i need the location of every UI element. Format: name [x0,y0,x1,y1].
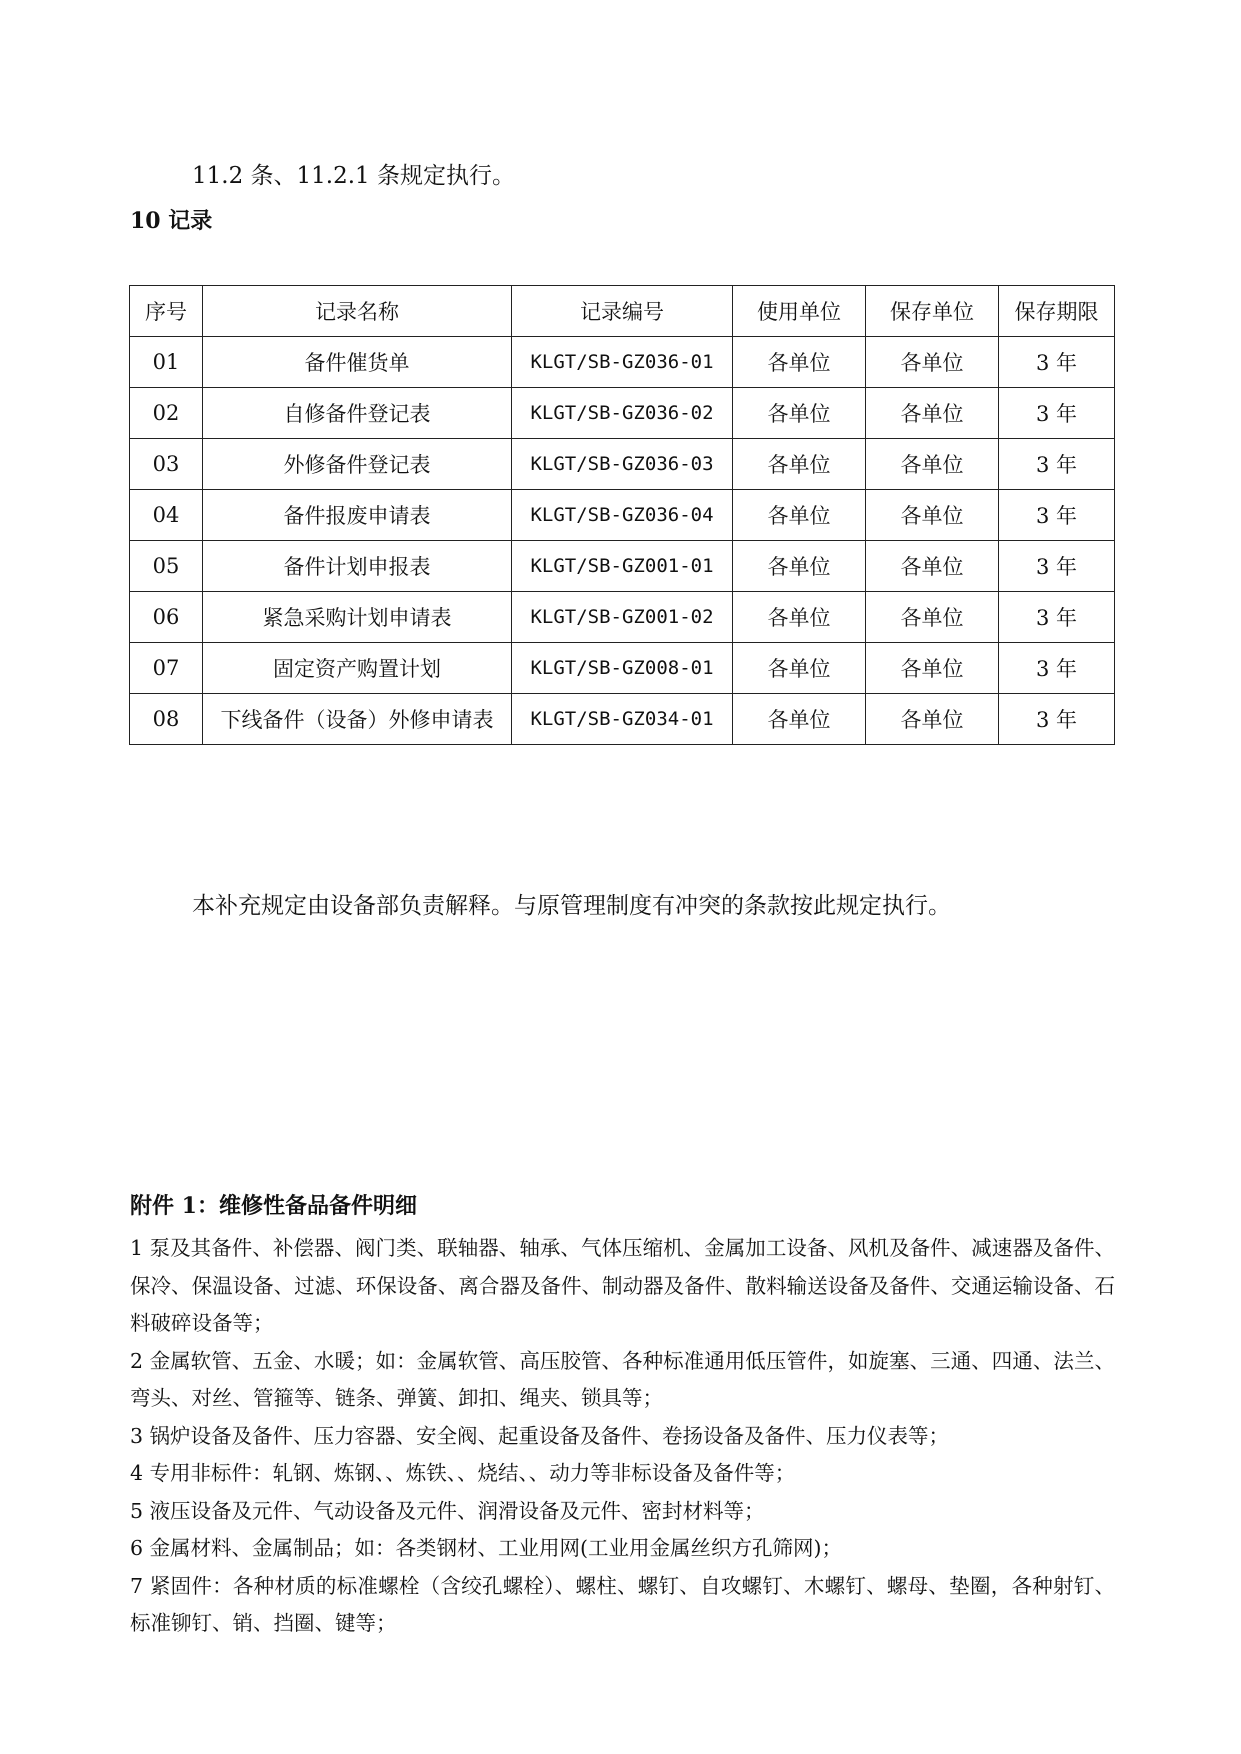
cell-index: 01 [130,337,203,388]
table-row [130,541,1115,592]
section-heading-records: 10 记录 [130,208,213,234]
list-item: 7 紧固件：各种材质的标准螺栓（含绞孔螺栓）、螺柱、螺钉、自攻螺钉、木螺钉、螺母、垫圈，各种射钉、标准铆钉、销、挡圈、键等； [130,1573,1115,1635]
header-record-code: 记录编号 [512,286,733,337]
header-retention-period: 保存期限 [999,286,1115,337]
cell-record-name: 固定资产购置计划 [203,643,512,694]
cell-user-unit: 各单位 [733,643,866,694]
cell-user-unit: 各单位 [733,541,866,592]
appendix-title: 附件 1：维修性备品备件明细 [130,1193,417,1219]
cell-retention-period: 3 年 [999,439,1115,490]
cell-record-name: 备件报废申请表 [203,490,512,541]
cell-storage-unit: 各单位 [866,643,999,694]
cell-user-unit: 各单位 [733,694,866,745]
table-row [130,439,1115,490]
cell-record-name: 外修备件登记表 [203,439,512,490]
cell-storage-unit: 各单位 [866,541,999,592]
records-table [129,285,1115,745]
list-item: 6 金属材料、金属制品；如：各类钢材、工业用网(工业用金属丝织方孔筛网)； [130,1536,843,1560]
cell-record-name: 紧急采购计划申请表 [203,592,512,643]
intro-text: 11.2 条、11.2.1 条规定执行。 [192,163,515,189]
cell-index: 06 [130,592,203,643]
cell-user-unit: 各单位 [733,592,866,643]
list-item: 1 泵及其备件、补偿器、阀门类、联轴器、轴承、气体压缩机、金属加工设备、风机及备件、减速器及备件、保冷、保温设备、过滤、环保设备、离合器及备件、制动器及备件、散料输送设备及备件、交通运输设备、石料破碎设备等； [130,1236,1115,1335]
cell-storage-unit: 各单位 [866,490,999,541]
list-item: 2 金属软管、五金、水暖；如：金属软管、高压胶管、各种标准通用低压管件，如旋塞、三通、四通、法兰、弯头、对丝、管箍等、链条、弹簧、卸扣、绳夹、锁具等； [130,1348,1115,1410]
header-user-unit: 使用单位 [733,286,866,337]
cell-user-unit: 各单位 [733,439,866,490]
header-index: 序号 [130,286,203,337]
cell-record-name: 备件计划申报表 [203,541,512,592]
cell-retention-period: 3 年 [999,592,1115,643]
cell-record-name: 下线备件（设备）外修申请表 [203,694,512,745]
cell-record-code: KLGT/SB-GZ036-02 [512,388,733,439]
cell-record-name: 备件催货单 [203,337,512,388]
table-header-row [130,286,1115,337]
cell-storage-unit: 各单位 [866,337,999,388]
cell-record-name: 自修备件登记表 [203,388,512,439]
cell-user-unit: 各单位 [733,490,866,541]
list-item: 3 锅炉设备及备件、压力容器、安全阀、起重设备及备件、卷扬设备及备件、压力仪表等； [130,1423,950,1448]
cell-retention-period: 3 年 [999,694,1115,745]
header-record-name: 记录名称 [203,286,512,337]
cell-storage-unit: 各单位 [866,439,999,490]
cell-index: 02 [130,388,203,439]
cell-retention-period: 3 年 [999,490,1115,541]
cell-index: 05 [130,541,203,592]
cell-index: 08 [130,694,203,745]
cell-retention-period: 3 年 [999,541,1115,592]
cell-storage-unit: 各单位 [866,694,999,745]
cell-retention-period: 3 年 [999,643,1115,694]
closing-statement: 本补充规定由设备部负责解释。与原管理制度有冲突的条款按此规定执行。 [192,893,951,919]
cell-user-unit: 各单位 [733,388,866,439]
cell-record-code: KLGT/SB-GZ036-03 [512,439,733,490]
cell-storage-unit: 各单位 [866,388,999,439]
cell-record-code: KLGT/SB-GZ036-04 [512,490,733,541]
cell-record-code: KLGT/SB-GZ036-01 [512,337,733,388]
cell-retention-period: 3 年 [999,388,1115,439]
list-item: 4 专用非标件：轧钢、炼钢、、炼铁、、烧结、、动力等非标设备及备件等； [130,1461,796,1485]
table-row [130,643,1115,694]
table-row [130,490,1115,541]
cell-record-code: KLGT/SB-GZ034-01 [512,694,733,745]
cell-record-code: KLGT/SB-GZ001-01 [512,541,733,592]
cell-record-code: KLGT/SB-GZ001-02 [512,592,733,643]
cell-retention-period: 3 年 [999,337,1115,388]
table-row [130,337,1115,388]
table-row [130,388,1115,439]
cell-index: 04 [130,490,203,541]
cell-user-unit: 各单位 [733,337,866,388]
table-row [130,694,1115,745]
cell-index: 03 [130,439,203,490]
cell-record-code: KLGT/SB-GZ008-01 [512,643,733,694]
appendix-list [130,1230,1115,1643]
cell-index: 07 [130,643,203,694]
list-item: 5 液压设备及元件、气动设备及元件、润滑设备及元件、密封材料等； [130,1498,765,1523]
header-storage-unit: 保存单位 [866,286,999,337]
table-row [130,592,1115,643]
cell-storage-unit: 各单位 [866,592,999,643]
